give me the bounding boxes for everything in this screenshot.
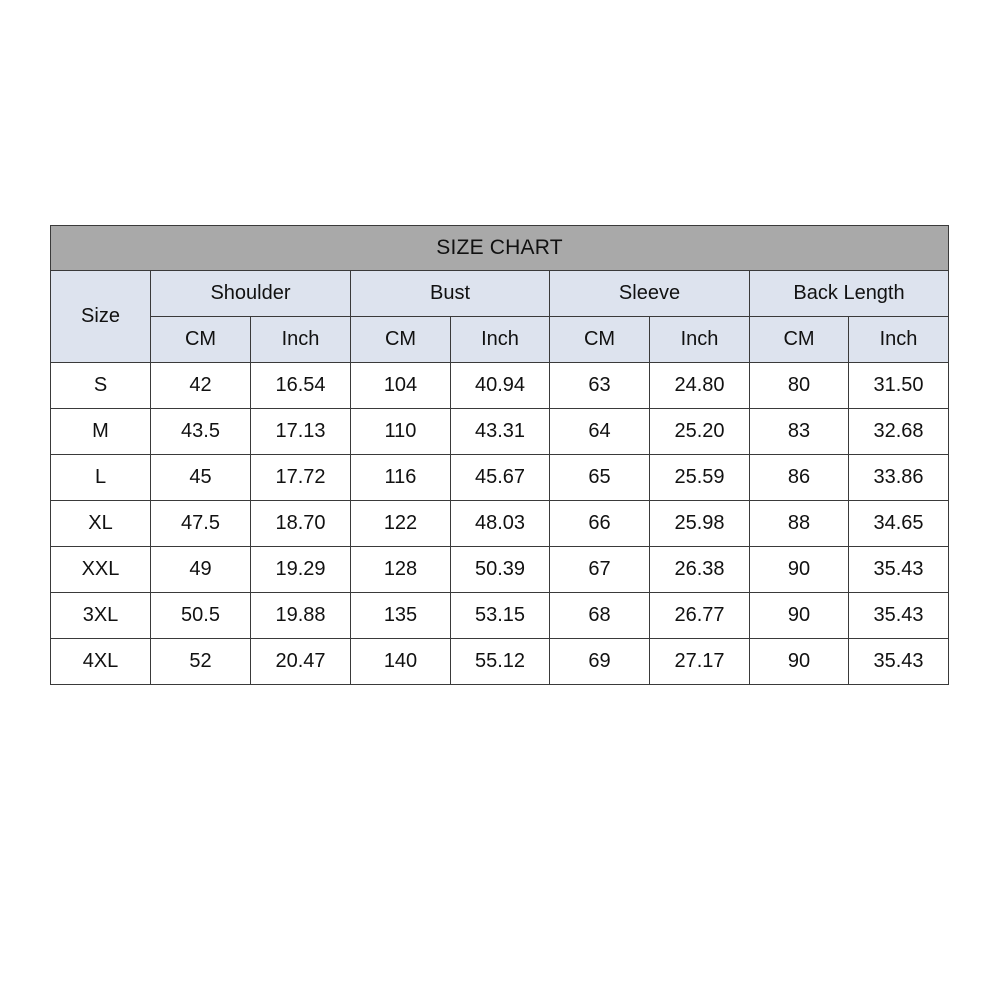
- size-label-cell: L: [51, 455, 151, 501]
- measurement-cell: 45: [151, 455, 251, 501]
- size-column-header: Size: [51, 271, 151, 363]
- measurement-cell: 55.12: [451, 639, 550, 685]
- size-label-cell: 3XL: [51, 593, 151, 639]
- measurement-cell: 17.72: [251, 455, 351, 501]
- measurement-cell: 35.43: [849, 639, 949, 685]
- measurement-cell: 26.77: [650, 593, 750, 639]
- measurement-cell: 20.47: [251, 639, 351, 685]
- measurement-cell: 24.80: [650, 363, 750, 409]
- measurement-cell: 25.59: [650, 455, 750, 501]
- measurement-cell: 122: [351, 501, 451, 547]
- measurement-cell: 90: [750, 547, 849, 593]
- measurement-cell: 19.88: [251, 593, 351, 639]
- size-label-cell: XXL: [51, 547, 151, 593]
- unit-header: CM: [351, 317, 451, 363]
- measurement-cell: 19.29: [251, 547, 351, 593]
- group-header-row: [51, 271, 949, 317]
- measurement-cell: 140: [351, 639, 451, 685]
- size-label-cell: S: [51, 363, 151, 409]
- title-row: [51, 226, 949, 271]
- measurement-cell: 48.03: [451, 501, 550, 547]
- measurement-cell: 47.5: [151, 501, 251, 547]
- unit-header: Inch: [451, 317, 550, 363]
- measurement-cell: 69: [550, 639, 650, 685]
- size-label-cell: XL: [51, 501, 151, 547]
- size-chart-table: [50, 225, 949, 685]
- measurement-cell: 64: [550, 409, 650, 455]
- measurement-cell: 86: [750, 455, 849, 501]
- measurement-cell: 53.15: [451, 593, 550, 639]
- measurement-cell: 90: [750, 593, 849, 639]
- measurement-cell: 31.50: [849, 363, 949, 409]
- measurement-cell: 63: [550, 363, 650, 409]
- measurement-cell: 52: [151, 639, 251, 685]
- measurement-cell: 50.5: [151, 593, 251, 639]
- measurement-cell: 50.39: [451, 547, 550, 593]
- table-row: [51, 639, 949, 685]
- measurement-cell: 26.38: [650, 547, 750, 593]
- measurement-cell: 110: [351, 409, 451, 455]
- measurement-cell: 67: [550, 547, 650, 593]
- table-row: [51, 363, 949, 409]
- measurement-cell: 68: [550, 593, 650, 639]
- group-header-sleeve: Sleeve: [550, 271, 750, 317]
- measurement-cell: 34.65: [849, 501, 949, 547]
- size-label-cell: M: [51, 409, 151, 455]
- unit-header: CM: [151, 317, 251, 363]
- measurement-cell: 128: [351, 547, 451, 593]
- group-header-shoulder: Shoulder: [151, 271, 351, 317]
- unit-header: Inch: [849, 317, 949, 363]
- measurement-cell: 42: [151, 363, 251, 409]
- measurement-cell: 27.17: [650, 639, 750, 685]
- measurement-cell: 32.68: [849, 409, 949, 455]
- measurement-cell: 35.43: [849, 593, 949, 639]
- measurement-cell: 25.20: [650, 409, 750, 455]
- measurement-cell: 17.13: [251, 409, 351, 455]
- table-row: [51, 593, 949, 639]
- measurement-cell: 88: [750, 501, 849, 547]
- measurement-cell: 49: [151, 547, 251, 593]
- measurement-cell: 33.86: [849, 455, 949, 501]
- size-chart-body: [51, 363, 949, 685]
- group-header-bust: Bust: [351, 271, 550, 317]
- measurement-cell: 43.31: [451, 409, 550, 455]
- size-label-cell: 4XL: [51, 639, 151, 685]
- chart-title: SIZE CHART: [51, 226, 949, 271]
- table-row: [51, 501, 949, 547]
- measurement-cell: 80: [750, 363, 849, 409]
- measurement-cell: 18.70: [251, 501, 351, 547]
- measurement-cell: 40.94: [451, 363, 550, 409]
- measurement-cell: 65: [550, 455, 650, 501]
- measurement-cell: 116: [351, 455, 451, 501]
- table-row: [51, 409, 949, 455]
- measurement-cell: 43.5: [151, 409, 251, 455]
- measurement-cell: 35.43: [849, 547, 949, 593]
- unit-header: Inch: [650, 317, 750, 363]
- measurement-cell: 25.98: [650, 501, 750, 547]
- unit-header: CM: [550, 317, 650, 363]
- table-row: [51, 547, 949, 593]
- unit-header-row: [51, 317, 949, 363]
- measurement-cell: 66: [550, 501, 650, 547]
- measurement-cell: 90: [750, 639, 849, 685]
- measurement-cell: 16.54: [251, 363, 351, 409]
- measurement-cell: 83: [750, 409, 849, 455]
- group-header-back-length: Back Length: [750, 271, 949, 317]
- measurement-cell: 135: [351, 593, 451, 639]
- unit-header: Inch: [251, 317, 351, 363]
- unit-header: CM: [750, 317, 849, 363]
- table-row: [51, 455, 949, 501]
- measurement-cell: 45.67: [451, 455, 550, 501]
- measurement-cell: 104: [351, 363, 451, 409]
